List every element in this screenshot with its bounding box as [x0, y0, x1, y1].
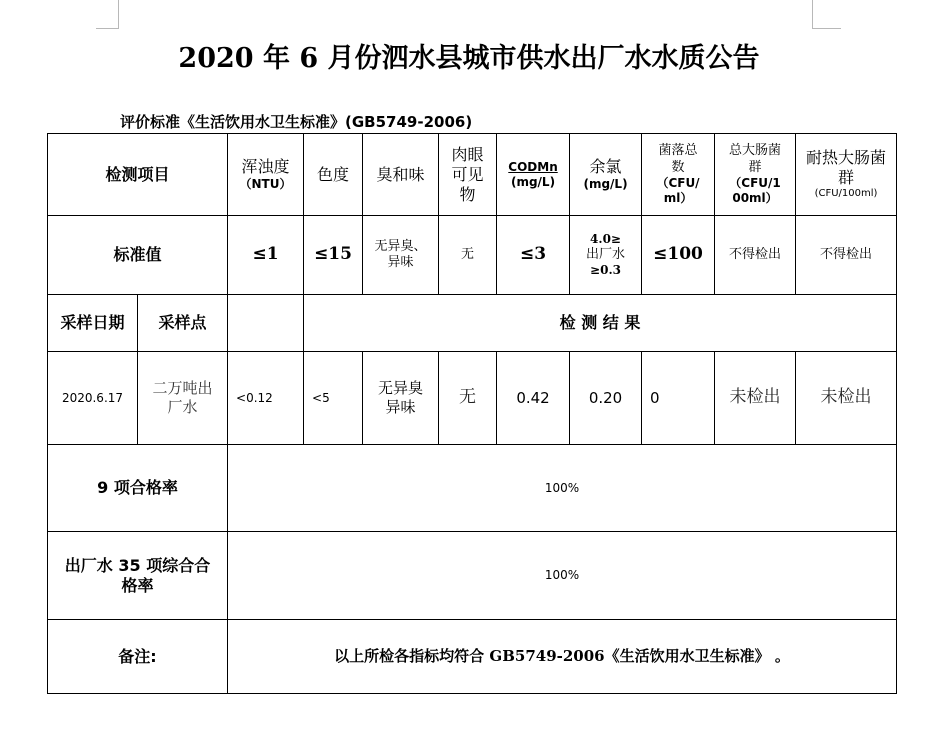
- header-cod: CODMn (mg/L): [497, 134, 570, 216]
- pass35-label: 出厂水 35 项综合合 格率: [48, 532, 228, 620]
- standard-bacteria: ≤100: [642, 216, 715, 295]
- pass35-row: [48, 532, 897, 620]
- remarks-label: 备注:: [48, 620, 228, 694]
- header-row: [48, 134, 897, 216]
- sample-odor: 无异臭 异味: [363, 352, 439, 445]
- pass9-row: [48, 445, 897, 532]
- header-turbidity: 浑浊度 （NTU）: [228, 134, 304, 216]
- standard-row: [48, 216, 897, 295]
- page-corner-mark-left: [96, 0, 119, 29]
- page-title: 2020 年 6 月份泗水县城市供水出厂水水质公告: [178, 43, 760, 74]
- pass35-value: 100%: [228, 532, 897, 620]
- standard-chlorine: 4.0≥ 出厂水 ≥0.3: [570, 216, 642, 295]
- sample-header-blank: [228, 295, 304, 352]
- page-corner-mark-right: [812, 0, 841, 29]
- sample-point-header: 采样点: [138, 295, 228, 352]
- header-thermo: 耐热大肠菌 群 (CFU/100ml): [796, 134, 897, 216]
- remarks-row: [48, 620, 897, 694]
- standard-visible: 无: [439, 216, 497, 295]
- sample-visible: 无: [439, 352, 497, 445]
- sample-header-row: [48, 295, 897, 352]
- evaluation-standard: 评价标准《生活饮用水卫生标准》(GB5749-2006): [120, 113, 473, 131]
- pass9-value: 100%: [228, 445, 897, 532]
- header-color: 色度: [304, 134, 363, 216]
- header-item: 检测项目: [48, 134, 228, 216]
- sample-thermo: 未检出: [796, 352, 897, 445]
- header-bacteria: 菌落总 数 （CFU/ ml）: [642, 134, 715, 216]
- pass9-label: 9 项合格率: [48, 445, 228, 532]
- header-odor: 臭和味: [363, 134, 439, 216]
- sample-color: <5: [304, 352, 363, 445]
- standard-coliform: 不得检出: [715, 216, 796, 295]
- sample-point: 二万吨出 厂水: [138, 352, 228, 445]
- remarks-text: 以上所检各指标均符合 GB5749-2006《生活饮用水卫生标准》 。: [228, 620, 897, 694]
- sample-coliform: 未检出: [715, 352, 796, 445]
- sample-chlorine: 0.20: [570, 352, 642, 445]
- sample-turbidity: <0.12: [228, 352, 304, 445]
- header-chlorine: 余氯 (mg/L): [570, 134, 642, 216]
- standard-color: ≤15: [304, 216, 363, 295]
- sample-date-header: 采样日期: [48, 295, 138, 352]
- standard-odor: 无异臭、 异味: [363, 216, 439, 295]
- standard-label: 标准值: [48, 216, 228, 295]
- header-coliform: 总大肠菌 群 （CFU/1 00ml）: [715, 134, 796, 216]
- standard-turbidity: ≤1: [228, 216, 304, 295]
- sample-row: [48, 352, 897, 445]
- sample-date: 2020.6.17: [48, 352, 138, 445]
- header-visible: 肉眼 可见 物: [439, 134, 497, 216]
- standard-cod: ≤3: [497, 216, 570, 295]
- sample-cod: 0.42: [497, 352, 570, 445]
- sample-bacteria: 0: [642, 352, 715, 445]
- water-quality-table: [47, 133, 897, 694]
- standard-thermo: 不得检出: [796, 216, 897, 295]
- detection-result-header: 检 测 结 果: [304, 295, 897, 352]
